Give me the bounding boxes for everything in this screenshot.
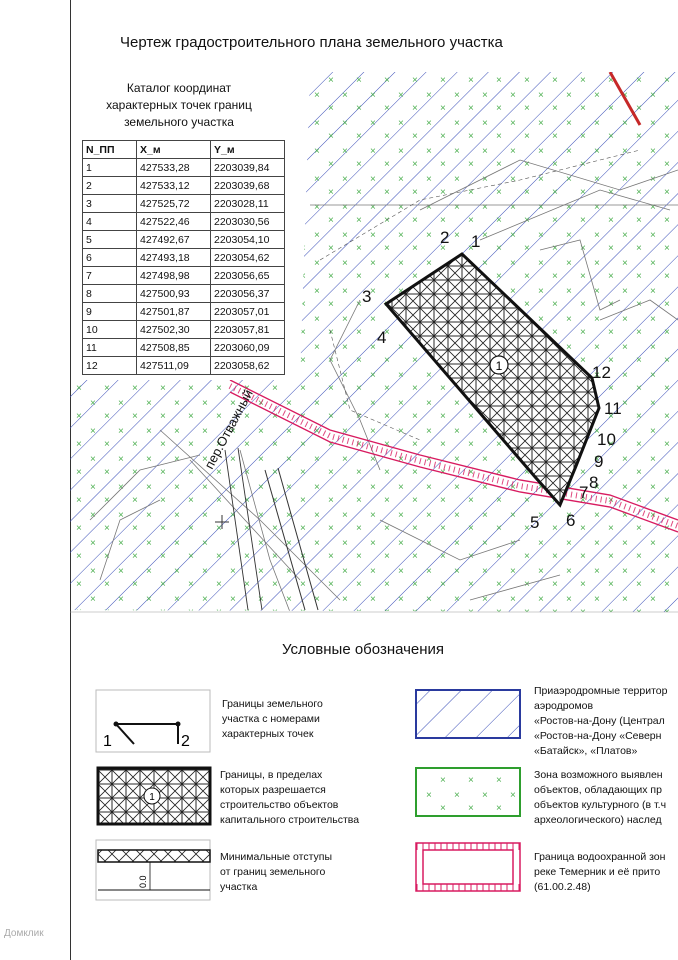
cell-y: 2203060,09	[211, 339, 285, 357]
watermark: Домклик	[4, 928, 44, 939]
cell-index: 2	[83, 177, 137, 195]
legend-text-boundary: Границы земельного участка с номерами характерных точек	[222, 698, 323, 740]
legend-sample-airfield	[416, 690, 520, 738]
catalog-title: Каталог координат характерных точек границ земельного участка	[106, 81, 252, 129]
legend-text-archaeo: Зона возможного выявлен объектов, обладающих пр объектов культурного (в т.ч археологического) наслед	[534, 769, 667, 826]
table-row	[83, 159, 285, 177]
cell-index: 6	[83, 249, 137, 267]
cell-x: 427501,87	[137, 303, 211, 321]
cell-index: 4	[83, 213, 137, 231]
cell-y: 2203054,62	[211, 249, 285, 267]
cell-index: 9	[83, 303, 137, 321]
header-index: N_ПП	[83, 141, 137, 159]
table-row	[83, 303, 285, 321]
table-row	[83, 249, 285, 267]
header-x: X_м	[137, 141, 211, 159]
cell-x: 427511,09	[137, 357, 211, 375]
point-label-3: 3	[362, 287, 372, 306]
cell-x: 427522,46	[137, 213, 211, 231]
point-label-6: 6	[566, 511, 576, 530]
legend-sample-label-2: 2	[181, 733, 190, 750]
point-label-1: 1	[471, 232, 481, 251]
legend-title: Условные обозначения	[282, 641, 445, 658]
point-label-5: 5	[530, 513, 540, 532]
legend-text-setback: Минимальные отступы от границ земельного участка	[220, 851, 332, 893]
cell-x: 427493,18	[137, 249, 211, 267]
cell-x: 427492,67	[137, 231, 211, 249]
cell-y: 2203054,10	[211, 231, 285, 249]
cell-x: 427525,72	[137, 195, 211, 213]
cell-x: 427498,98	[137, 267, 211, 285]
table-row	[83, 267, 285, 285]
street-label: пер.Отважный	[201, 386, 256, 472]
cell-x: 427533,12	[137, 177, 211, 195]
cell-y: 2203058,62	[211, 357, 285, 375]
legend-text-buildable: Границы, в пределах которых разрешается строительство объектов капитального строительства	[220, 769, 360, 826]
cell-y: 2203057,01	[211, 303, 285, 321]
table-row	[83, 357, 285, 375]
cell-y: 2203057,81	[211, 321, 285, 339]
legend-sample-setback	[96, 840, 210, 900]
legend-text-airfield: Приаэродромные территор аэродромов «Ростов-на-Дону (Централ «Ростов-на-Дону «Северн «Батайск», «Платов»	[534, 685, 668, 757]
legend-sample-setback-label: 0.0	[138, 875, 148, 888]
cell-x: 427533,28	[137, 159, 211, 177]
table-row	[83, 195, 285, 213]
cell-index: 8	[83, 285, 137, 303]
legend-sample-boundary	[96, 690, 210, 752]
cell-y: 2203039,84	[211, 159, 285, 177]
cell-index: 10	[83, 321, 137, 339]
cell-y: 2203028,11	[211, 195, 285, 213]
table-header-row	[83, 141, 285, 159]
cell-index: 12	[83, 357, 137, 375]
table-row	[83, 339, 285, 357]
cell-y: 2203030,56	[211, 213, 285, 231]
point-label-11: 11	[604, 399, 622, 418]
cell-y: 2203056,37	[211, 285, 285, 303]
point-label-7: 7	[579, 483, 589, 502]
cell-index: 11	[83, 339, 137, 357]
legend-text-water-zone: Граница водоохранной зон реке Темерник и её прито (61.00.2.48)	[534, 851, 666, 893]
cell-x: 427508,85	[137, 339, 211, 357]
legend-sample-buildable	[98, 768, 210, 824]
cell-index: 3	[83, 195, 137, 213]
table-row	[83, 231, 285, 249]
cell-x: 427500,93	[137, 285, 211, 303]
legend-sample-circle-label: 1	[149, 792, 155, 803]
coordinates-table	[82, 140, 285, 375]
cell-index: 7	[83, 267, 137, 285]
cell-index: 1	[83, 159, 137, 177]
legend-sample-archaeo	[416, 768, 520, 816]
page-title: Чертеж градостроительного плана земельного участка	[120, 34, 503, 51]
point-label-10: 10	[597, 430, 616, 449]
point-label-8: 8	[589, 473, 599, 492]
point-label-12: 12	[592, 363, 611, 382]
header-y: Y_м	[211, 141, 285, 159]
table-row	[83, 177, 285, 195]
point-label-2: 2	[440, 228, 450, 247]
point-label-4: 4	[377, 328, 387, 347]
cell-y: 2203056,65	[211, 267, 285, 285]
cell-index: 5	[83, 231, 137, 249]
parcel-number-label: 1	[495, 359, 503, 373]
table-row	[83, 213, 285, 231]
cell-y: 2203039,68	[211, 177, 285, 195]
table-row	[83, 285, 285, 303]
legend-sample-water-zone	[416, 843, 520, 891]
point-label-9: 9	[594, 452, 604, 471]
legend-sample-label-1: 1	[103, 733, 112, 750]
table-row	[83, 321, 285, 339]
cell-x: 427502,30	[137, 321, 211, 339]
